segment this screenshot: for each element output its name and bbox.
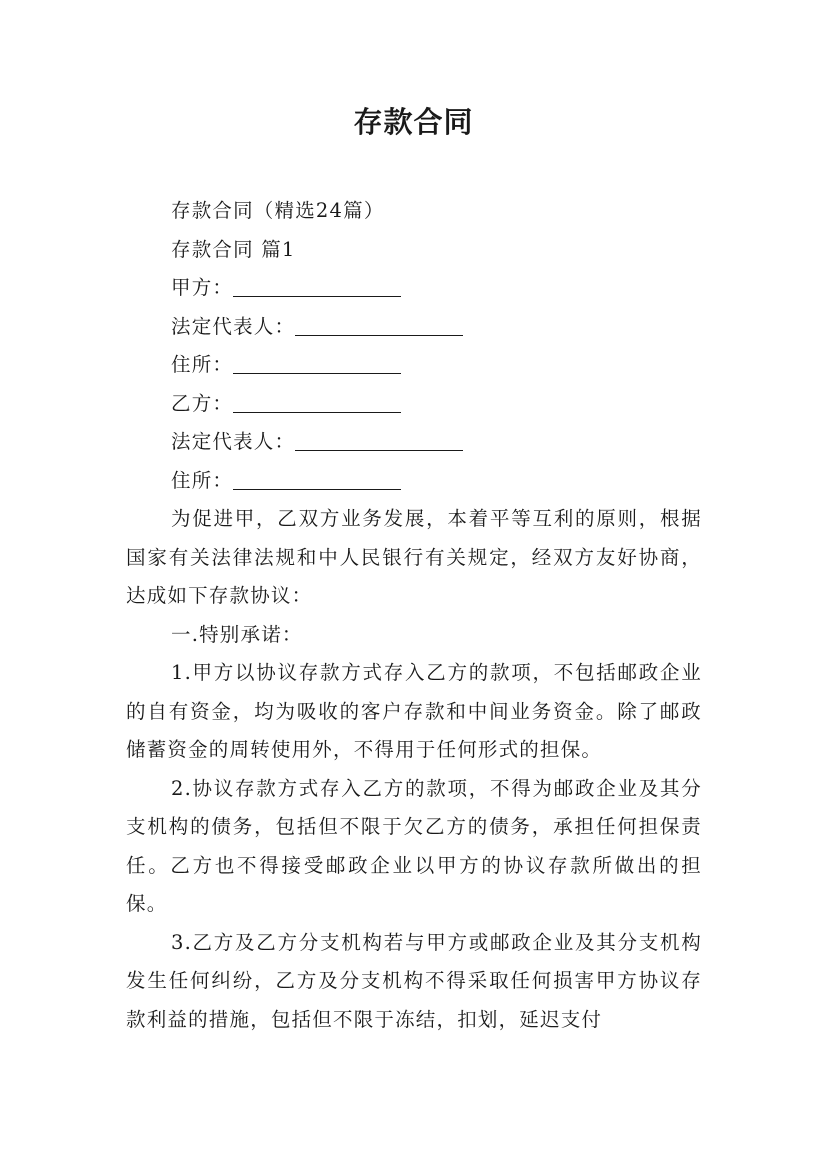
party-b-label: 乙方： bbox=[171, 391, 234, 415]
party-a-rep-field bbox=[126, 308, 702, 347]
party-b-blank bbox=[233, 390, 401, 413]
document-body bbox=[126, 192, 702, 1039]
clause-2-paragraph: 2.协议存款方式存入乙方的款项，不得为邮政企业及其分支机构的债务，包括但不限于欠乙方的债务，承担任何担保责任。乙方也不得接受邮政企业以甲方的协议存款所做出的担保。 bbox=[126, 776, 702, 915]
intro-paragraph: 为促进甲，乙双方业务发展，本着平等互利的原则，根据国家有关法律法规和中人民银行有关规定，经双方友好协商，达成如下存款协议： bbox=[126, 507, 702, 607]
party-a-blank bbox=[233, 274, 401, 297]
party-b-rep-label: 法定代表人： bbox=[171, 430, 296, 453]
party-a-address-label: 住所： bbox=[171, 353, 234, 376]
party-a-address-field bbox=[126, 346, 702, 385]
party-b-field bbox=[126, 385, 702, 424]
document-title: 存款合同 bbox=[353, 105, 474, 139]
special-commitment-heading: 一.特别承诺： bbox=[171, 622, 303, 646]
party-b-address-field bbox=[126, 462, 702, 501]
party-a-rep-blank bbox=[295, 313, 463, 336]
party-b-rep-blank bbox=[295, 428, 463, 451]
party-a-field bbox=[126, 269, 702, 308]
party-b-rep-field bbox=[126, 423, 702, 462]
section-heading: 存款合同 篇1 bbox=[171, 237, 296, 261]
party-a-address-blank bbox=[233, 351, 401, 374]
clause-3-paragraph: 3.乙方及乙方分支机构若与甲方或邮政企业及其分支机构发生任何纠纷，乙方及分支机构不得采取任何损害甲方协议存款利益的措施，包括但不限于冻结，扣划，延迟支付 bbox=[126, 930, 702, 1031]
party-a-rep-label: 法定代表人： bbox=[171, 314, 296, 338]
clause-1-paragraph: 1.甲方以协议存款方式存入乙方的款项，不包括邮政企业的自有资金，均为吸收的客户存款和中间业务资金。除了邮政储蓄资金的周转使用外，不得用于任何形式的担保。 bbox=[126, 661, 702, 761]
document-subtitle: 存款合同（精选24篇） bbox=[171, 199, 385, 222]
party-b-address-blank bbox=[233, 467, 401, 490]
party-a-label: 甲方： bbox=[171, 276, 234, 299]
party-b-address-label: 住所： bbox=[171, 468, 234, 492]
